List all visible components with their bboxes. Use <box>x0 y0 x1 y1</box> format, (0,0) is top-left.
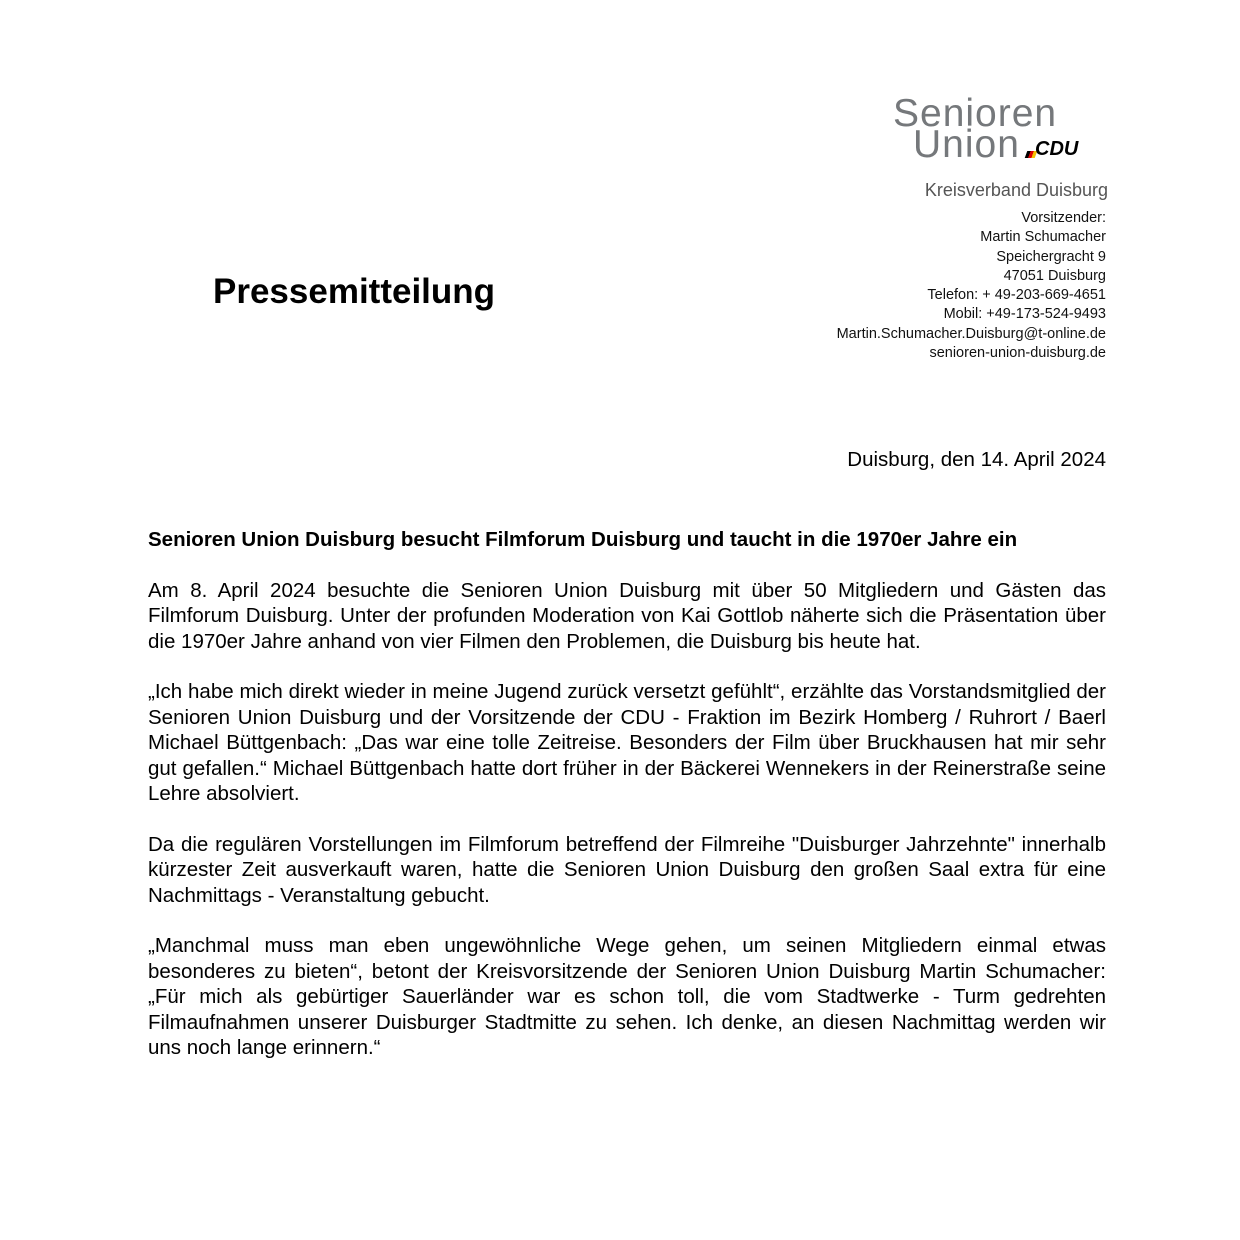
logo-text-senioren: Senioren <box>893 92 1058 135</box>
headline: Senioren Union Duisburg besucht Filmforum Duisburg und taucht in die 1970er Jahre ein <box>148 528 1018 551</box>
contact-role: Vorsitzender: <box>1021 210 1106 226</box>
contact-email: Martin.Schumacher.Duisburg@t-online.de <box>836 325 1106 342</box>
contact-block <box>837 209 1106 363</box>
logo-text-union: Union <box>913 123 1020 166</box>
paragraph-1: Am 8. April 2024 besuchte die Senioren Union Duisburg mit über 50 Mitgliedern und Gästen das Filmforum Duisburg. Unter der profunden Moderation von Kai Gottlob näherte sich die Präsentation über die 1970er Jahre anhand von vier Filmen den Problemen, die Duisburg bis heute hat. <box>148 578 1106 653</box>
paragraph-4: „Manchmal muss man eben ungewöhnliche Wege gehen, um seinen Mitgliedern einmal etwas besonderes zu bieten“, betont der Kreisvorsitzende der Senioren Union Duisburg Martin Schumacher: „Für mich als gebürtiger Sauerländer war es schon toll, die vom Stadtwerke - Turm gedrehten Filmaufnahmen unserer Duisburger Stadtmitte zu sehen. Ich denke, an diesen Nachmittag werden wir uns noch lange erinnern.“ <box>148 934 1106 1059</box>
org-subtitle: Kreisverband Duisburg <box>924 180 1108 200</box>
contact-phone: Telefon: + 49-203-669-4651 <box>927 287 1106 304</box>
contact-website: senioren-union-duisburg.de <box>929 345 1106 362</box>
logo-text-cdu: CDU <box>1035 138 1079 160</box>
document-body <box>148 527 1106 1086</box>
paragraph-2: „Ich habe mich direkt wieder in meine Jugend zurück versetzt gefühlt“, erzählte das Vorstandsmitglied der Senioren Union Duisburg und der Vorsitzende der CDU - Fraktion im Bezirk Homberg / Ruhrort / Baerl Michael Büttgenbach: „Das war eine tolle Zeitreise. Besonders der Film über Bruckhausen hat mir sehr gut gefallen.“ Michael Büttgenbach hatte dort früher in der Bäckerei Wennekers in der Reinerstraße seine Lehre absolviert. <box>148 680 1106 805</box>
senioren-union-logo <box>893 94 1108 164</box>
contact-name: Martin Schumacher <box>980 229 1106 246</box>
contact-mobile: Mobil: +49-173-524-9493 <box>943 306 1106 323</box>
contact-city: 47051 Duisburg <box>1003 267 1106 284</box>
document-date: Duisburg, den 14. April 2024 <box>847 448 1106 471</box>
paragraph-3: Da die regulären Vorstellungen im Filmforum betreffend der Filmreihe "Duisburger Jahrzehnte" innerhalb kürzester Zeit ausverkauft waren, hatte die Senioren Union Duisburg den großen Saal extra für eine Nachmittags - Veranstaltung gebucht. <box>148 832 1106 907</box>
document-type-title: Pressemitteilung <box>213 272 496 311</box>
contact-street: Speichergracht 9 <box>996 248 1106 265</box>
